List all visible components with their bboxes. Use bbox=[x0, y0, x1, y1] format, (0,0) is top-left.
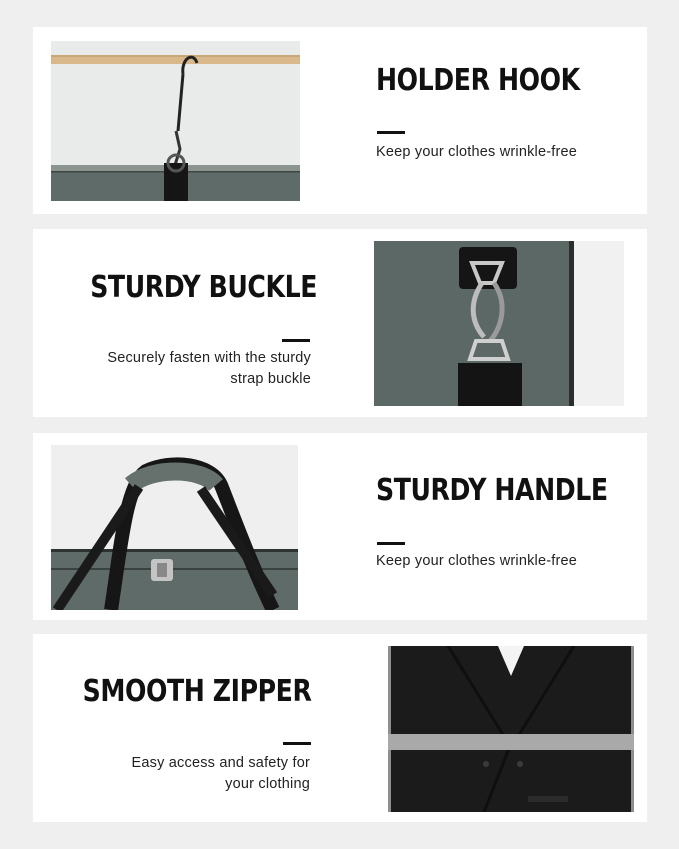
feature-description bbox=[132, 753, 310, 795]
feature-title: SMOOTH ZIPPER bbox=[82, 674, 311, 709]
sturdy-handle-image bbox=[51, 445, 298, 610]
description-line: Keep your clothes wrinkle-free bbox=[376, 553, 578, 569]
title-underline bbox=[377, 542, 405, 545]
feature-description bbox=[376, 551, 577, 572]
title-underline bbox=[377, 131, 405, 134]
feature-description bbox=[376, 142, 577, 163]
feature-title: STURDY BUCKLE bbox=[90, 270, 317, 305]
description-line: Securely fasten with the sturdy bbox=[107, 350, 311, 366]
feature-card-holder-hook bbox=[33, 27, 647, 214]
description-line: your clothing bbox=[225, 776, 310, 792]
title-underline bbox=[282, 339, 310, 342]
holder-hook-image bbox=[51, 41, 300, 201]
title-underline bbox=[283, 742, 311, 745]
feature-card-smooth-zipper bbox=[33, 634, 647, 822]
description-line: strap buckle bbox=[230, 371, 311, 387]
feature-card-sturdy-handle bbox=[33, 433, 647, 620]
description-line: Keep your clothes wrinkle-free bbox=[376, 144, 578, 160]
smooth-zipper-image bbox=[388, 646, 634, 812]
feature-title: STURDY HANDLE bbox=[376, 473, 608, 508]
feature-title: HOLDER HOOK bbox=[376, 63, 580, 98]
feature-card-sturdy-buckle bbox=[33, 229, 647, 417]
description-line: Easy access and safety for bbox=[131, 755, 310, 771]
feature-description bbox=[107, 348, 311, 390]
sturdy-buckle-image bbox=[374, 241, 624, 406]
